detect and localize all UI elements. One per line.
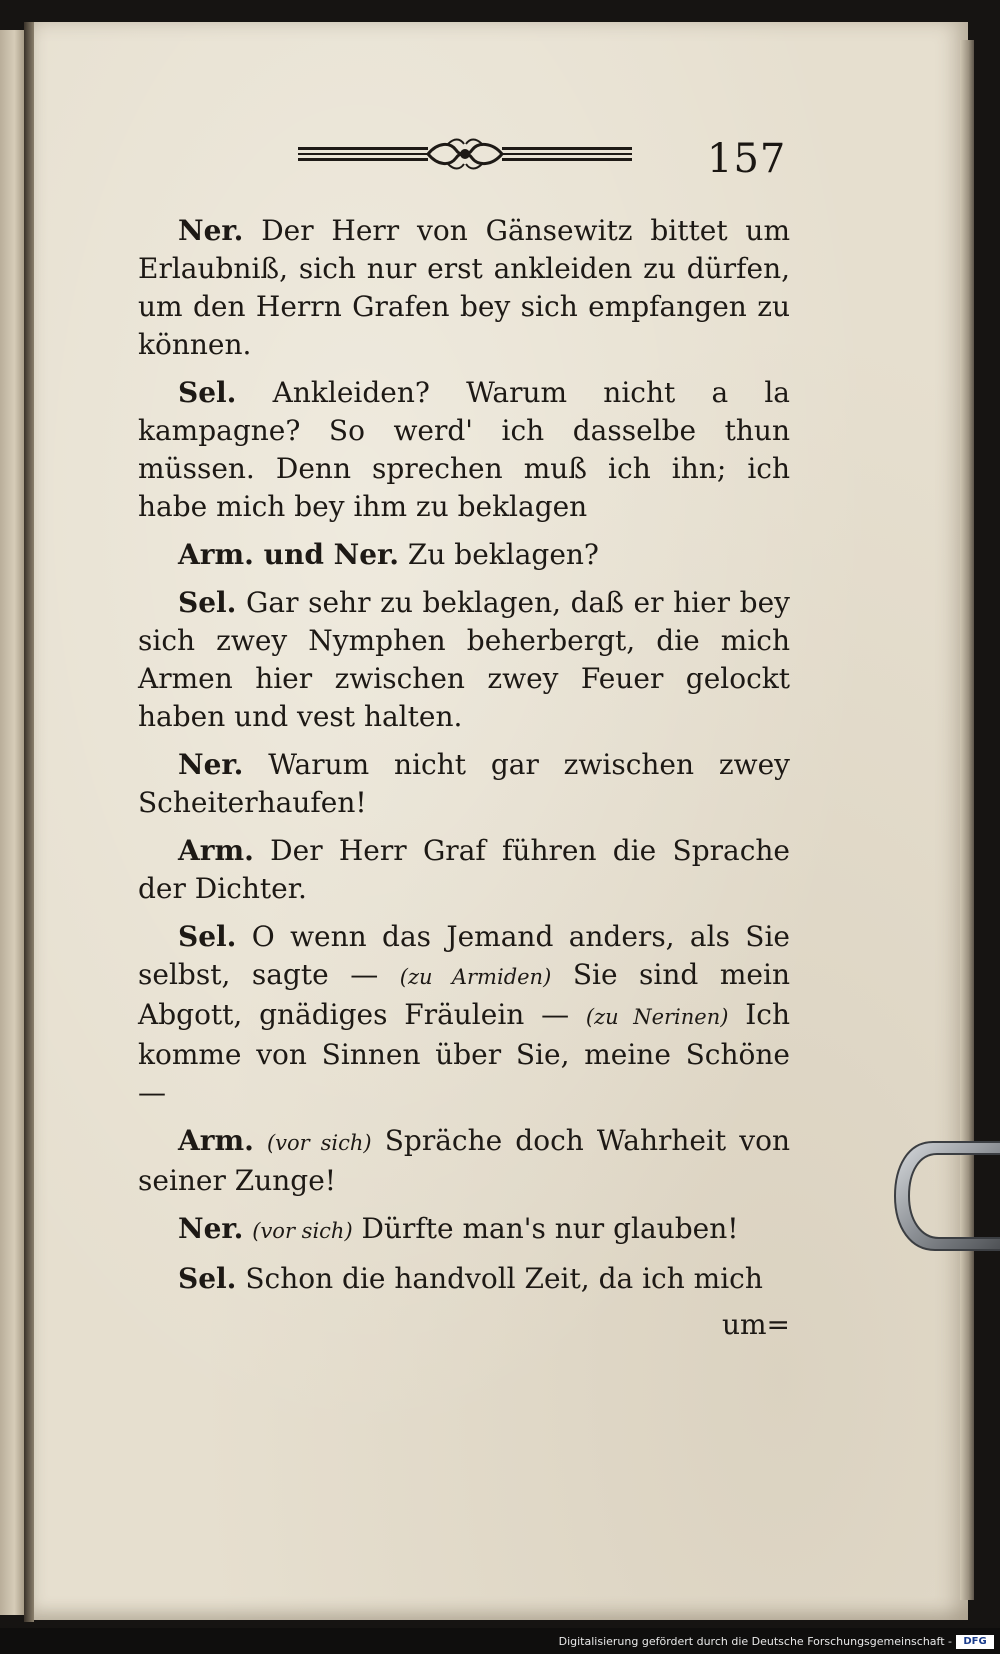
speech-text: Zu beklagen? [407,538,599,571]
dialogue-paragraph [138,1210,790,1250]
speaker-name: Sel. [178,1262,237,1295]
dialogue-paragraph [138,212,790,364]
dialogue-paragraph [138,918,790,1112]
speaker-name: Arm. [178,1124,254,1157]
speech-text: Ich komme von Sinnen über Sie, meine Schöne — [138,998,790,1109]
speech-text: Der Herr Graf führen die Sprache der Dichter. [138,834,790,905]
ornament-flourish-icon [298,138,632,170]
speaker-name: Ner. [178,214,244,247]
page-number: 157 [707,136,787,182]
dialogue-paragraph [138,584,790,736]
digitization-credit: Digitalisierung gefördert durch die Deutsche Forschungsgemeinschaft - [558,1635,952,1648]
stage-direction: (zu Nerinen) [585,1005,729,1029]
page-stack-edge [960,40,974,1600]
speech-text: Warum nicht gar zwischen zwey Scheiterhaufen! [138,748,790,819]
speech-text: Schon die handvoll Zeit, da ich mich [245,1262,763,1295]
book-gutter [24,22,34,1622]
speech-text: Dürfte man's nur glauben! [352,1212,739,1245]
speaker-name: Sel. [178,586,237,619]
dialogue-paragraph [138,374,790,526]
speech-text: Gar sehr zu beklagen, daß er hier bey sich zwey Nymphen beherbergt, die mich Armen hier zwischen zwey Feuer gelockt haben und vest halten. [138,586,790,733]
speech-text: Der Herr von Gänsewitz bittet um Erlaubniß, sich nur erst ankleiden zu dürfen, um den Herrn Grafen bey sich empfangen zu können. [138,214,790,361]
dialogue-paragraph [138,1122,790,1200]
dialogue-paragraph [138,1260,790,1298]
page-clip-icon [893,1138,1000,1256]
speech-text: Sie sind mein Abgott, gnädiges Fräulein — [138,958,790,1031]
speaker-name: Ner. [178,1212,244,1245]
dialogue-paragraph [138,832,790,908]
speaker-name: Sel. [178,376,237,409]
catchword: um= [721,1308,790,1341]
speaker-name: Ner. [178,748,244,781]
dialogue-paragraph [138,536,790,574]
speaker-name: Arm. [178,834,254,867]
dialogue-paragraph [138,746,790,822]
stage-direction: (vor sich) [266,1131,372,1155]
speech-text: O wenn das Jemand anders, als Sie selbst, sagte — [138,920,791,991]
dfg-logo: DFG [956,1635,994,1649]
speech-text: Spräche doch Wahrheit von seiner Zunge! [138,1124,791,1197]
page-text [138,212,790,1344]
speaker-name: Sel. [178,920,237,953]
speech-text: Ankleiden? Warum nicht a la kampagne? So werd' ich dasselbe thun müssen. Denn sprechen muß ich ihn; ich habe mich bey ihm zu beklagen [138,376,790,523]
previous-page-edge [0,30,24,1615]
speaker-name: Arm. und Ner. [178,538,399,571]
stage-direction: (vor sich) [252,1219,353,1243]
stage-direction: (zu Armiden) [399,965,552,989]
